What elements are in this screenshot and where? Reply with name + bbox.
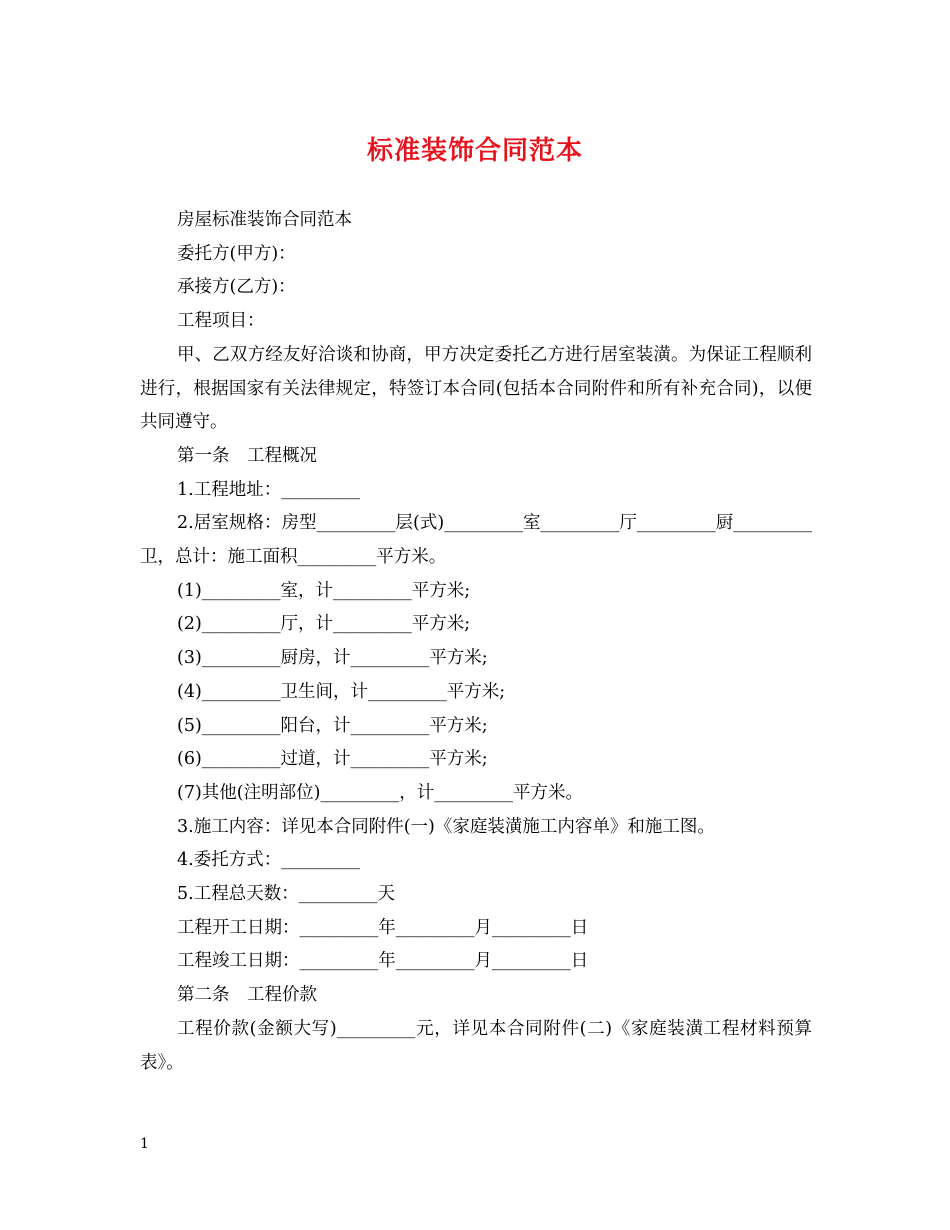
paragraph: (2)_________厅，计_________平方米; <box>177 614 471 635</box>
paragraph: 委托方(甲方)： <box>177 243 296 264</box>
paragraph: (1)_________室，计_________平方米; <box>177 580 471 601</box>
paragraph: 工程开工日期：_________年_________月_________日 <box>177 917 589 938</box>
paragraph: 工程竣工日期：_________年_________月_________日 <box>177 951 589 972</box>
paragraph: (4)_________卫生间，计_________平方米; <box>177 681 506 702</box>
paragraph: 1.工程地址：_________ <box>177 479 360 500</box>
paragraph: 房屋标准装饰合同范本 <box>177 210 352 230</box>
paragraph: (7)其他(注明部位)_________，计_________平方米。 <box>177 782 583 803</box>
paragraph: 工程项目： <box>177 311 265 332</box>
section-heading: 第一条 工程概况 <box>177 445 317 466</box>
document-body <box>140 204 812 1080</box>
paragraph: 2.居室规格：房型_________层(式)_________室_________厅_________厨_________卫，总计：施工面积_________平方米。 <box>140 513 812 568</box>
paragraph: 甲、乙双方经友好洽谈和协商，甲方决定委托乙方进行居室装潢。为保证工程顺利进行，根据国家有关法律规定，特签订本合同(包括本合同附件和所有补充合同)，以便共同遵守。 <box>140 344 812 433</box>
paragraph: 4.委托方式：_________ <box>177 850 360 871</box>
paragraph: (5)_________阳台，计_________平方米; <box>177 715 488 736</box>
page-number: 1 <box>140 1136 149 1152</box>
paragraph: (6)_________过道，计_________平方米; <box>177 749 488 770</box>
document-title: 标准装饰合同范本 <box>366 136 583 166</box>
section-heading: 第二条 工程价款 <box>177 985 317 1006</box>
paragraph: 承接方(乙方)： <box>177 277 296 298</box>
paragraph: 5.工程总天数：_________天 <box>177 884 395 905</box>
paragraph: 工程价款(金额大写)_________元，详见本合同附件(二)《家庭装潢工程材料预算表》。 <box>140 1018 812 1073</box>
paragraph: 3.施工内容：详见本合同附件(一)《家庭装潢施工内容单》和施工图。 <box>177 816 715 837</box>
paragraph: (3)_________厨房，计_________平方米; <box>177 648 488 669</box>
